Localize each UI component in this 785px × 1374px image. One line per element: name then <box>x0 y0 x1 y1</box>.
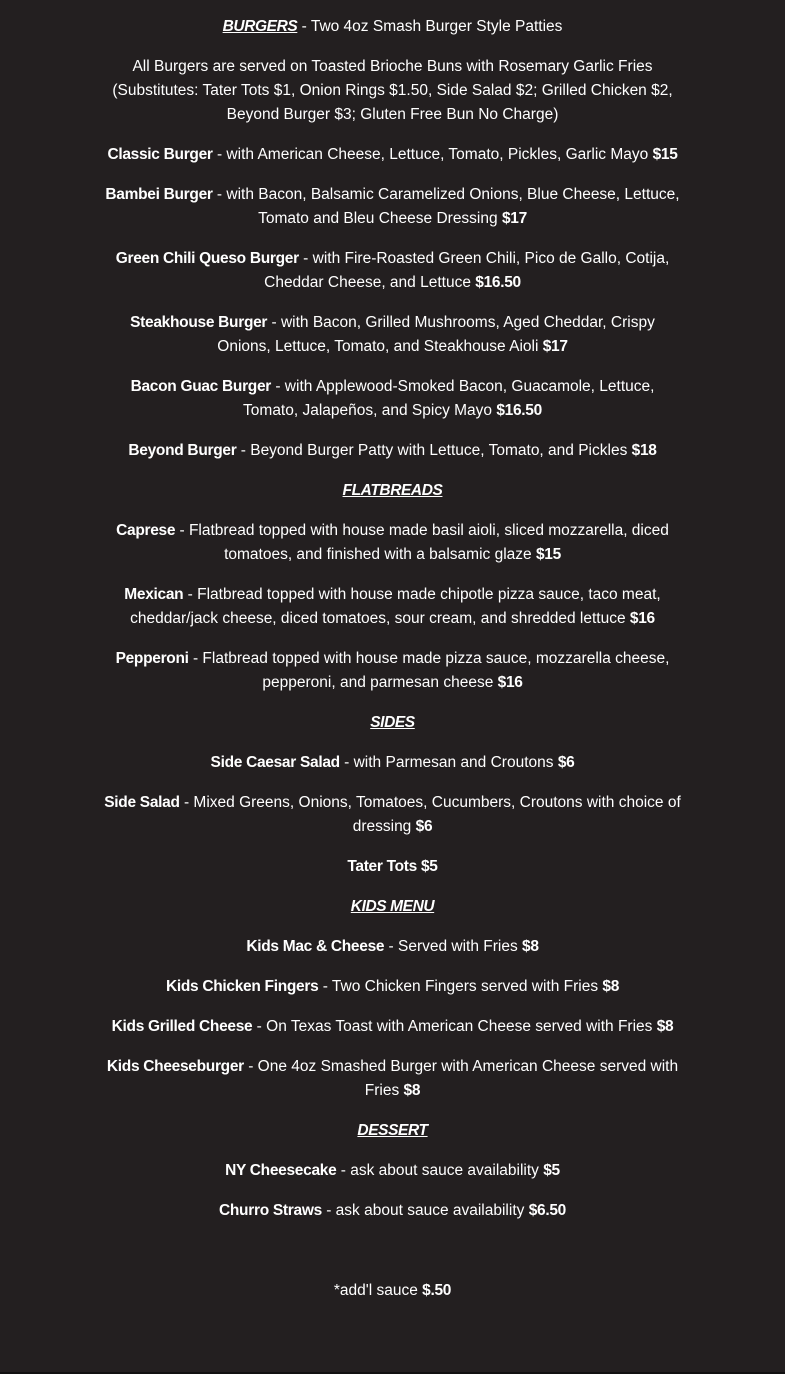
flatbreads-heading-line <box>103 479 683 503</box>
item-desc: - Two Chicken Fingers served with Fries <box>318 978 603 995</box>
item-desc: - with Applewood-Smoked Bacon, Guacamole, Lettuce, Tomato, Jalapeños, and Spicy Mayo <box>243 378 655 419</box>
sides-heading-line <box>103 711 683 735</box>
item-desc: - On Texas Toast with American Cheese served with Fries <box>252 1018 657 1035</box>
item-price: $6.50 <box>528 1202 566 1219</box>
item-name: Green Chili Queso Burger <box>115 250 299 267</box>
menu-item <box>103 751 683 775</box>
item-price: $8 <box>602 978 620 995</box>
item-name: Beyond Burger <box>128 442 237 459</box>
flatbreads-heading: FLATBREADS <box>342 482 443 499</box>
item-price: $16 <box>497 674 523 691</box>
item-price: $6 <box>415 818 433 835</box>
spacer <box>0 1239 785 1279</box>
kids-heading-line <box>103 895 683 919</box>
item-desc: - ask about sauce availability <box>321 1202 529 1219</box>
item-name: Pepperoni <box>115 650 189 667</box>
dessert-heading-line <box>103 1119 683 1143</box>
item-desc: - Flatbread topped with house made pizza sauce, mozzarella cheese, pepperoni, and parmesan cheese <box>188 650 670 691</box>
item-name: Caprese <box>116 522 176 539</box>
item-price: $8 <box>522 938 539 955</box>
item-desc: - with Fire-Roasted Green Chili, Pico de Gallo, Cotija, Cheddar Cheese, and Lettuce <box>264 250 670 291</box>
menu-item <box>103 247 683 295</box>
menu-item <box>103 519 683 567</box>
item-price: $16.50 <box>496 402 542 419</box>
menu-item <box>93 1015 693 1039</box>
item-price: $6 <box>557 754 575 771</box>
item-desc: - with Bacon, Balsamic Caramelized Onions, Blue Cheese, Lettuce, Tomato and Bleu Cheese Dressing <box>212 186 680 227</box>
item-name: Kids Grilled Cheese <box>111 1018 253 1035</box>
item-price: $8 <box>656 1018 674 1035</box>
item-desc: - Mixed Greens, Onions, Tomatoes, Cucumbers, Croutons with choice of dressing <box>179 794 681 835</box>
item-desc: - with Parmesan and Croutons <box>339 754 558 771</box>
menu-item <box>103 311 683 359</box>
item-name: Churro Straws <box>219 1202 322 1219</box>
menu-item <box>103 935 683 959</box>
menu-item <box>103 647 683 695</box>
item-price: $17 <box>501 210 527 227</box>
menu-item <box>103 375 683 423</box>
item-desc: - ask about sauce availability <box>336 1162 544 1179</box>
sauce-note-label: *add'l sauce <box>333 1282 423 1299</box>
menu-item <box>103 439 683 463</box>
item-name: Kids Chicken Fingers <box>165 978 319 995</box>
item-desc: - Beyond Burger Patty with Lettuce, Tomato, and Pickles <box>236 442 632 459</box>
burgers-intro: All Burgers are served on Toasted Brioche Buns with Rosemary Garlic Fries (Substitutes: Tater Tots $1, Onion Rings $1.50, Side Salad $2; Grilled Chicken $2, Beyond Burger $3; Gluten Free Bun No Charge) <box>112 58 673 123</box>
item-name: Mexican <box>124 586 184 603</box>
item-name: NY Cheesecake <box>225 1162 337 1179</box>
menu-item <box>103 583 683 631</box>
item-desc: - Served with Fries <box>384 938 523 955</box>
item-desc: - with American Cheese, Lettuce, Tomato, Pickles, Garlic Mayo <box>212 146 653 163</box>
item-price: $5 <box>543 1162 560 1179</box>
item-price: $16.50 <box>475 274 521 291</box>
item-name: Tater Tots $5 <box>347 858 438 875</box>
item-name: Classic Burger <box>107 146 213 163</box>
item-price: $17 <box>542 338 568 355</box>
menu-item <box>103 183 683 231</box>
item-desc: - One 4oz Smashed Burger with American Cheese served with Fries <box>243 1058 679 1099</box>
item-desc: - Flatbread topped with house made chipotle pizza sauce, taco meat, cheddar/jack cheese, diced tomatoes, sour cream, and shredded lettuce <box>130 586 661 627</box>
sauce-note <box>103 1279 683 1303</box>
sides-heading: SIDES <box>370 714 415 731</box>
item-price: $18 <box>631 442 657 459</box>
burgers-heading: BURGERS <box>222 18 298 35</box>
sauce-note-price: $.50 <box>422 1282 452 1299</box>
burgers-heading-line <box>103 15 683 39</box>
item-price: $15 <box>652 146 678 163</box>
burgers-subtitle: - Two 4oz Smash Burger Style Patties <box>301 18 563 35</box>
item-desc: - Flatbread topped with house made basil aioli, sliced mozzarella, diced tomatoes, and finished with a balsamic glaze <box>175 522 669 563</box>
menu-item <box>103 143 683 167</box>
menu-item <box>103 1055 683 1103</box>
item-name: Side Caesar Salad <box>210 754 340 771</box>
item-price: $16 <box>629 610 655 627</box>
item-name: Kids Cheeseburger <box>106 1058 244 1075</box>
menu-item <box>103 1199 683 1223</box>
dessert-heading: DESSERT <box>357 1122 428 1139</box>
item-name: Bambei Burger <box>105 186 213 203</box>
item-price: $15 <box>535 546 561 563</box>
menu-document <box>0 15 785 1319</box>
item-name: Steakhouse Burger <box>130 314 268 331</box>
item-name: Kids Mac & Cheese <box>246 938 385 955</box>
menu-item <box>103 975 683 999</box>
menu-item <box>103 791 683 839</box>
menu-item <box>103 855 683 879</box>
item-name: Side Salad <box>104 794 180 811</box>
item-price: $8 <box>403 1082 421 1099</box>
item-name: Bacon Guac Burger <box>130 378 272 395</box>
menu-item <box>103 1159 683 1183</box>
item-desc: - with Bacon, Grilled Mushrooms, Aged Cheddar, Crispy Onions, Lettuce, Tomato, and Steakhouse Aioli <box>217 314 655 355</box>
kids-heading: KIDS MENU <box>350 898 435 915</box>
